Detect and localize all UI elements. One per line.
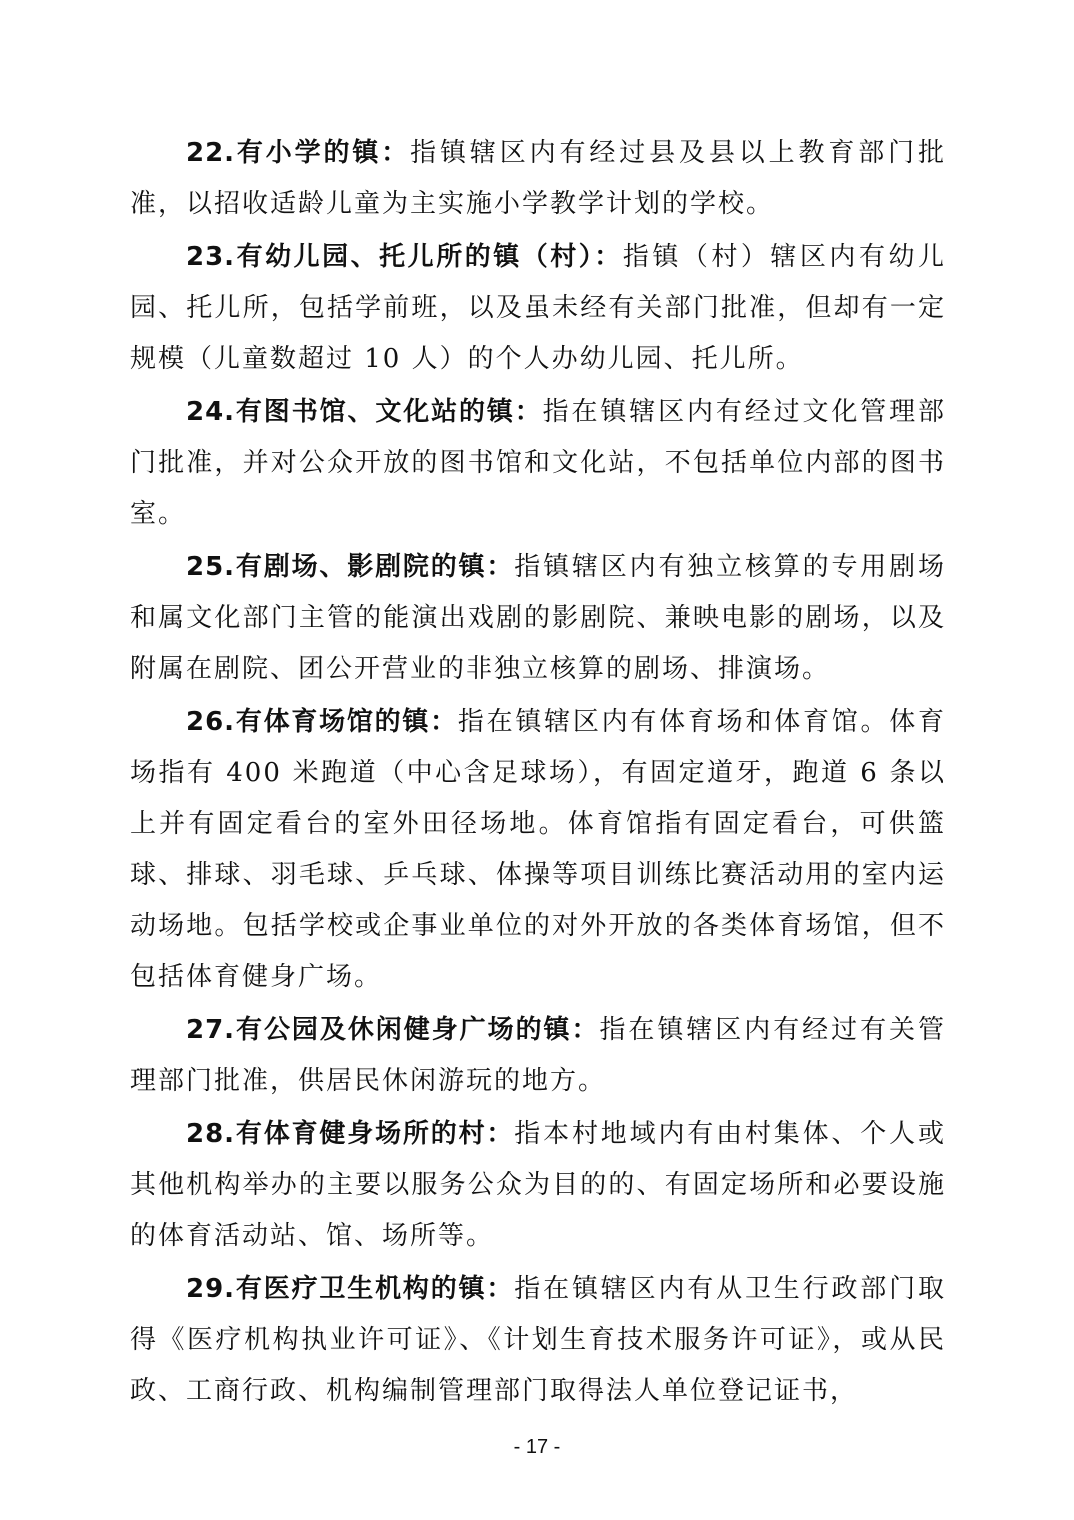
definition-term: 27.有公园及休闲健身广场的镇： [186,1015,600,1045]
definition-paragraph-25 [130,542,946,695]
definition-paragraph-29 [130,1264,946,1417]
definition-text: 指镇辖区内有经过县及县以上教育部门批准，以招收适龄儿童为主实施小学教学计划的学校。 [130,138,946,219]
document-body [130,128,946,1419]
definition-term: 25.有剧场、影剧院的镇： [186,552,515,582]
definition-paragraph-27 [130,1005,946,1107]
definition-term: 29.有医疗卫生机构的镇： [186,1274,515,1304]
definition-text: 指在镇辖区内有从卫生行政部门取得《医疗机构执业许可证》、《计划生育技术服务许可证》，或从民政、工商行政、机构编制管理部门取得法人单位登记证书， [130,1274,946,1406]
definition-term: 23.有幼儿园、托儿所的镇（村）： [186,242,623,272]
definition-term: 28.有体育健身场所的村： [186,1119,515,1149]
definition-paragraph-24 [130,387,946,540]
definition-text: 指镇辖区内有独立核算的专用剧场和属文化部门主管的能演出戏剧的影剧院、兼映电影的剧场，以及附属在剧院、团公开营业的非独立核算的剧场、排演场。 [130,552,946,684]
definition-text: 指在镇辖区内有经过有关管理部门批准，供居民休闲游玩的地方。 [130,1015,946,1096]
definition-text: 指在镇辖区内有体育场和体育馆。体育场指有 400 米跑道（中心含足球场），有固定道牙，跑道 6 条以上并有固定看台的室外田径场地。体育馆指有固定看台，可供篮球、排球、羽毛球、乒乓球、体操等项目训练比赛活动用的室内运动场地。包括学校或企事业单位的对外开放的各类体育场馆，但不包括体育健身广场。 [130,707,946,992]
definition-paragraph-28 [130,1109,946,1262]
definition-term: 22.有小学的镇： [186,138,411,168]
page-number: - 17 - [513,1436,561,1458]
definition-term: 24.有图书馆、文化站的镇： [186,397,543,427]
definition-text: 指在镇辖区内有经过文化管理部门批准，并对公众开放的图书馆和文化站，不包括单位内部的图书室。 [130,397,946,529]
definition-text: 指镇（村）辖区内有幼儿园、托儿所，包括学前班，以及虽未经有关部门批准，但却有一定规模（儿童数超过 10 人）的个人办幼儿园、托儿所。 [130,242,946,374]
definition-paragraph-26 [130,697,946,1003]
definition-term: 26.有体育场馆的镇： [186,707,458,737]
definition-paragraph-22 [130,128,946,230]
definition-paragraph-23 [130,232,946,385]
definition-text: 指本村地域内有由村集体、个人或其他机构举办的主要以服务公众为目的的、有固定场所和必要设施的体育活动站、馆、场所等。 [130,1119,946,1251]
